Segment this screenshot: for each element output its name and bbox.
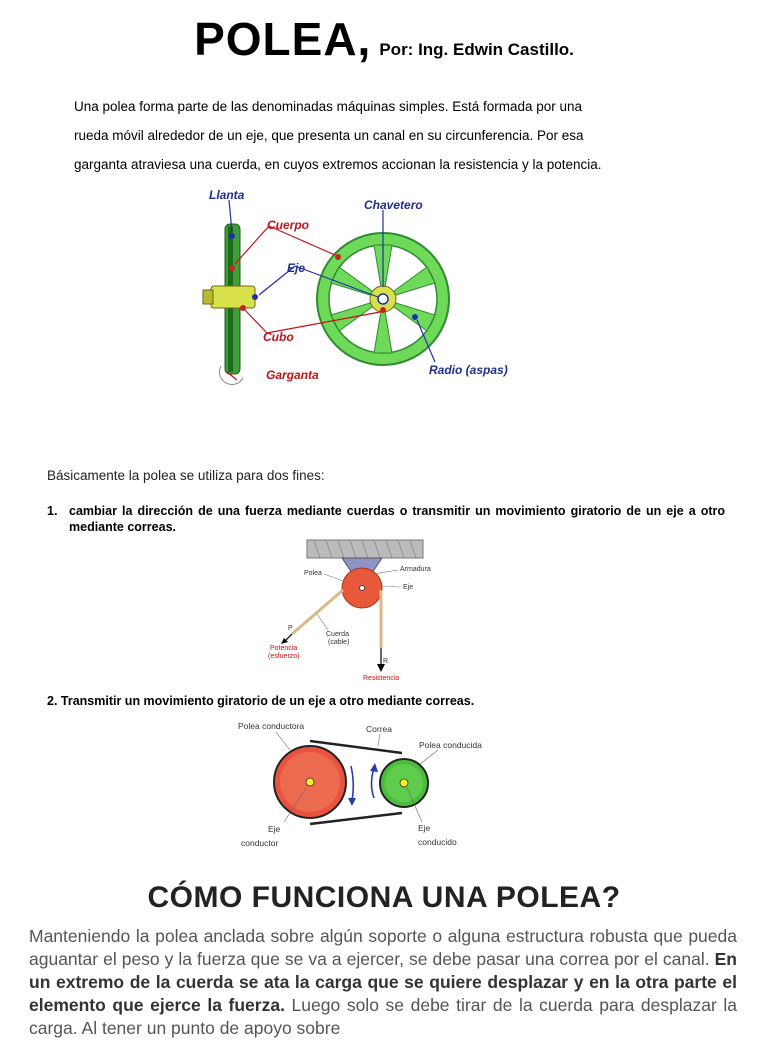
label-cuerpo: Cuerpo	[267, 218, 309, 232]
fixed-pulley-figure	[262, 538, 442, 686]
uses-lead-text: Básicamente la polea se utiliza para dos fines:	[47, 468, 325, 483]
driver-axle	[306, 778, 314, 786]
front-cubo-dot	[380, 307, 386, 313]
label-garganta: Garganta	[266, 368, 319, 382]
intro-line: garganta atraviesa una cuerda, en cuyos extremos accionan la resistencia y la potencia.	[74, 157, 602, 172]
pulley-axle	[360, 586, 365, 591]
label-polea: Polea	[304, 570, 322, 577]
label-resistencia: Resistencia	[363, 675, 400, 682]
label-eje-conductor-1: Eje	[268, 824, 281, 834]
front-cuerpo-dot	[335, 254, 341, 260]
label-cuerda-1: Cuerda	[326, 631, 349, 638]
label-eje-conducido-1: Eje	[418, 823, 431, 833]
label-llanta: Llanta	[209, 188, 245, 202]
section-heading: CÓMO FUNCIONA UNA POLEA?	[147, 881, 621, 914]
label-potencia-1: Potencia	[270, 645, 298, 652]
eje-dot	[252, 294, 258, 300]
label-r: R	[383, 658, 389, 665]
item-number: 1.	[47, 504, 58, 518]
arrow-r-head	[377, 664, 385, 672]
fixed-pulley-svg	[262, 538, 442, 686]
section-paragraph	[29, 925, 737, 1040]
label-radio: Radio (aspas)	[429, 363, 508, 377]
page-title	[0, 12, 768, 66]
pulley-hub-side	[211, 286, 255, 308]
rotation-arrow-2-head	[370, 763, 378, 772]
label-correa: Correa	[366, 724, 392, 734]
intro-line: Una polea forma parte de las denominadas máquinas simples. Está formada por una	[74, 99, 583, 114]
pulley-parts-figure	[175, 182, 535, 392]
llanta-dot	[229, 233, 235, 239]
belt-drive-figure	[232, 716, 492, 856]
uses-item-2: 2. Transmitir un movimiento giratorio de un eje a otro mediante correas.	[47, 694, 475, 708]
label-polea-conductora: Polea conductora	[238, 721, 305, 731]
label-potencia-2: (esfuerzo)	[268, 653, 300, 660]
title-text: POLEA,	[194, 13, 372, 65]
label-eje-conducido-2: conducido	[418, 837, 457, 847]
belt-drive-svg	[232, 716, 492, 856]
author-text: Por: Ing. Edwin Castillo.	[379, 40, 574, 59]
paragraph-end: Luego solo se debe tirar de la cuerda para desplazar la carga. Al tener un punto de apoyo sobre	[29, 995, 737, 1038]
label-armadura: Armadura	[400, 566, 431, 573]
label-eje-2: Eje	[403, 584, 414, 591]
label-cuerda-2: (cable)	[328, 639, 350, 646]
item-text: cambiar la dirección de una fuerza mediante cuerdas o transmitir un movimiento giratorio de un eje a otro mediante correas.	[69, 504, 725, 534]
driven-axle	[400, 779, 408, 787]
uses-item-1	[47, 503, 725, 535]
label-polea-conducida: Polea conducida	[419, 740, 482, 750]
pulley-parts-svg	[175, 182, 535, 392]
label-p: P	[288, 625, 293, 632]
intro-paragraph	[74, 92, 638, 179]
rope-left	[292, 590, 343, 634]
pulley-front-axle	[378, 294, 388, 304]
label-eje-conductor-2: conductor	[241, 838, 279, 848]
paragraph-start: Manteniendo la polea anclada sobre algún soporte o alguna estructura robusta que pueda aguantar el peso y la fuerza que se va a ejercer, se debe pasar una correa por el canal.	[29, 926, 737, 969]
pulley-axle-stub	[203, 290, 213, 304]
label-cubo: Cubo	[263, 330, 294, 344]
cuerpo-dot	[229, 265, 235, 271]
label-eje: Eje	[287, 261, 306, 275]
paragraph-bold: En un extremo de la cuerda se ata la carga que se quiere desplazar y en la otra parte el elemento que ejerce la fuerza.	[29, 949, 737, 1015]
rotation-arrow-2	[372, 768, 375, 798]
rotation-arrow-1-head	[348, 798, 356, 806]
rotation-arrow-1	[351, 766, 353, 800]
front-radio-dot	[412, 314, 418, 320]
intro-line: rueda móvil alrededor de un eje, que presenta un canal en su circunferencia. Por esa	[74, 128, 584, 143]
label-chavetero: Chavetero	[364, 198, 423, 212]
